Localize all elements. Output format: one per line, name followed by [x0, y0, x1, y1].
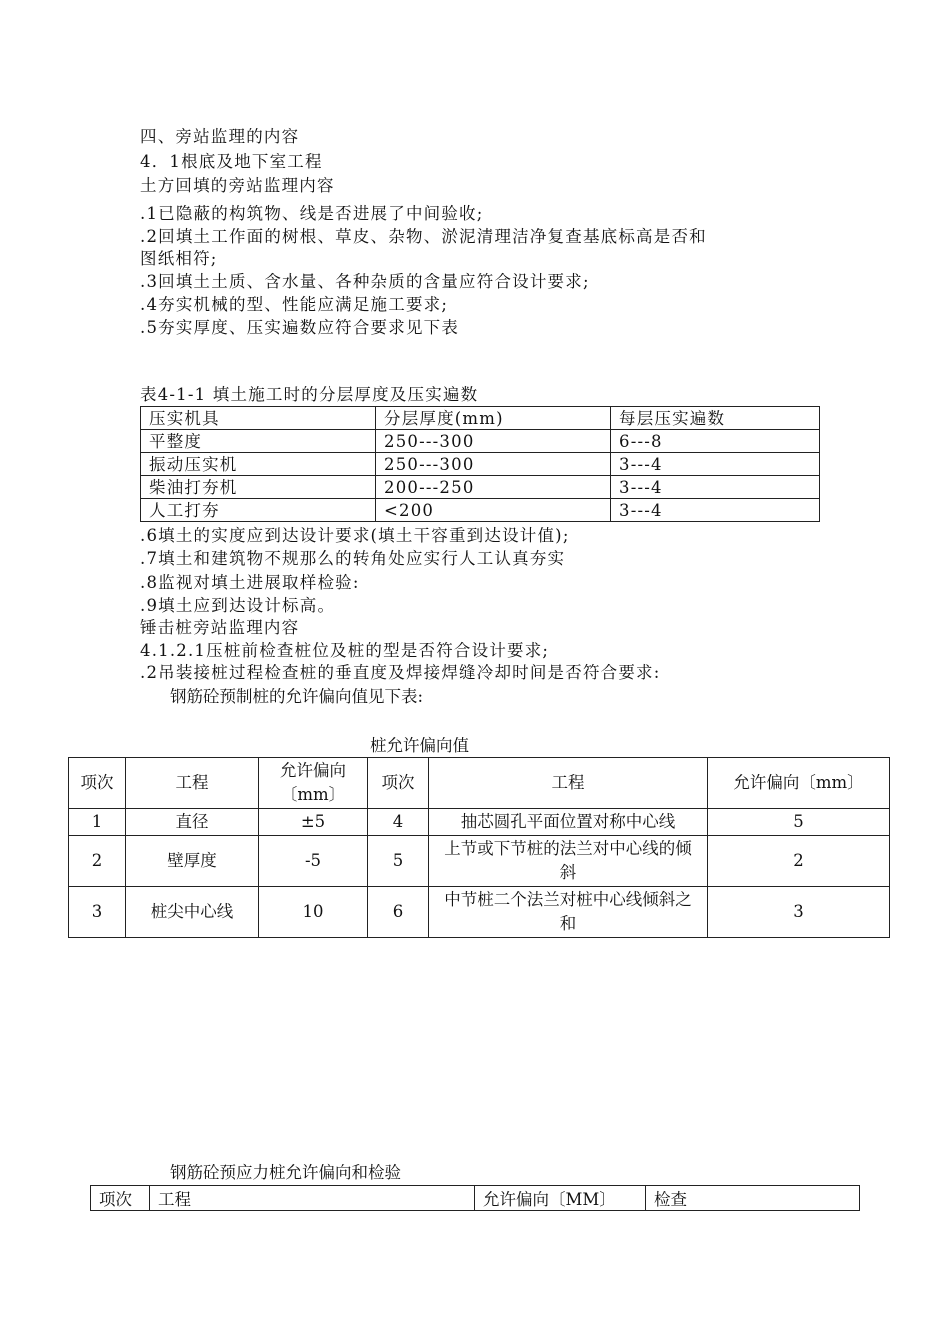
table-cell: 5	[368, 836, 429, 887]
table-cell: 抽芯圆孔平面位置对称中心线	[429, 809, 708, 836]
table-cell: 3	[69, 887, 126, 938]
table-row	[69, 887, 890, 938]
table-header-row	[91, 1186, 860, 1211]
table-header-cell: 项次	[69, 758, 126, 809]
table-cell: -5	[259, 836, 368, 887]
table-cell: 3---4	[611, 453, 820, 476]
paragraph-line: .9填土应到达设计标高。	[140, 596, 336, 615]
table-cell: 6---8	[611, 430, 820, 453]
table-cell: 6	[368, 887, 429, 938]
paragraph-line: 土方回填的旁站监理内容	[140, 176, 335, 195]
table-row	[141, 499, 820, 522]
pile-deviation-table	[68, 757, 890, 938]
table-cell: 人工打夯	[141, 499, 376, 522]
table-cell: 5	[708, 809, 890, 836]
table-row	[69, 809, 890, 836]
table-cell: 10	[259, 887, 368, 938]
table-header-cell: 项次	[368, 758, 429, 809]
subsection-heading: 4．1根底及地下室工程	[140, 152, 323, 171]
paragraph-line: .6填土的实度应到达设计要求(填土干容重到达设计值);	[140, 526, 570, 545]
paragraph-line: .5夯实厚度、压实遍数应符合要求见下表	[140, 318, 460, 337]
table-cell: 3	[708, 887, 890, 938]
paragraph-line: 图纸相符;	[140, 249, 218, 268]
compaction-table	[140, 406, 820, 522]
table-cell: 平整度	[141, 430, 376, 453]
paragraph-line: .8监视对填土进展取样检验:	[140, 573, 360, 592]
paragraph-line: 钢筋砼预制桩的允许偏向值见下表:	[170, 687, 424, 706]
table-row	[141, 476, 820, 499]
table-row	[141, 453, 820, 476]
table-header-cell: 检查	[646, 1186, 860, 1211]
paragraph-line: .3回填土土质、含水量、各种杂质的含量应符合设计要求;	[140, 272, 590, 291]
table-cell: 壁厚度	[126, 836, 259, 887]
table-cell: 3---4	[611, 499, 820, 522]
table-cell: 直径	[126, 809, 259, 836]
table-cell: 振动压实机	[141, 453, 376, 476]
table-header-cell: 工程	[429, 758, 708, 809]
table-cell: 4	[368, 809, 429, 836]
table-cell: <200	[376, 499, 611, 522]
table-header-cell: 项次	[91, 1186, 150, 1211]
table-caption: 桩允许偏向值	[370, 736, 469, 755]
paragraph-line: 锤击桩旁站监理内容	[140, 618, 300, 637]
paragraph-line: .1已隐蔽的构筑物、线是否进展了中间验收;	[140, 204, 484, 223]
table-cell: 250---300	[376, 430, 611, 453]
paragraph-line: .2吊装接桩过程检查桩的垂直度及焊接焊缝冷却时间是否符合要求:	[140, 663, 661, 682]
table-header-row	[69, 758, 890, 809]
paragraph-line: 4.1.2.1压桩前检查桩位及桩的型是否符合设计要求;	[140, 641, 550, 660]
table-header-cell: 工程	[150, 1186, 475, 1211]
table-header-cell: 允许偏向〔mm〕	[708, 758, 890, 809]
table-row	[69, 836, 890, 887]
table-cell: ±5	[259, 809, 368, 836]
table-header-cell: 允许偏向〔mm〕	[259, 758, 368, 809]
paragraph-line: .2回填土工作面的树根、草皮、杂物、淤泥清理洁净复查基底标高是否和	[140, 227, 707, 246]
table-cell: 上节或下节桩的法兰对中心线的倾斜	[429, 836, 708, 887]
table-cell: 3---4	[611, 476, 820, 499]
table-cell: 2	[69, 836, 126, 887]
table-caption: 表4-1-1 填土施工时的分层厚度及压实遍数	[140, 385, 479, 404]
table-cell: 1	[69, 809, 126, 836]
table-header-cell: 允许偏向〔MM〕	[475, 1186, 646, 1211]
table-header-row	[141, 407, 820, 430]
table-cell: 柴油打夯机	[141, 476, 376, 499]
table-header-cell: 工程	[126, 758, 259, 809]
table-header-cell: 分层厚度(mm)	[376, 407, 611, 430]
table-cell: 200---250	[376, 476, 611, 499]
table-row	[141, 430, 820, 453]
section-heading: 四、旁站监理的内容	[140, 127, 300, 146]
table-caption: 钢筋砼预应力桩允许偏向和检验	[170, 1163, 401, 1182]
table-cell: 250---300	[376, 453, 611, 476]
table-header-cell: 每层压实遍数	[611, 407, 820, 430]
table-cell: 2	[708, 836, 890, 887]
table-header-cell: 压实机具	[141, 407, 376, 430]
prestressed-pile-table	[90, 1185, 860, 1211]
table-cell: 中节桩二个法兰对桩中心线倾斜之和	[429, 887, 708, 938]
paragraph-line: .4夯实机械的型、性能应满足施工要求;	[140, 295, 449, 314]
table-cell: 桩尖中心线	[126, 887, 259, 938]
paragraph-line: .7填土和建筑物不规那么的转角处应实行人工认真夯实	[140, 549, 566, 568]
